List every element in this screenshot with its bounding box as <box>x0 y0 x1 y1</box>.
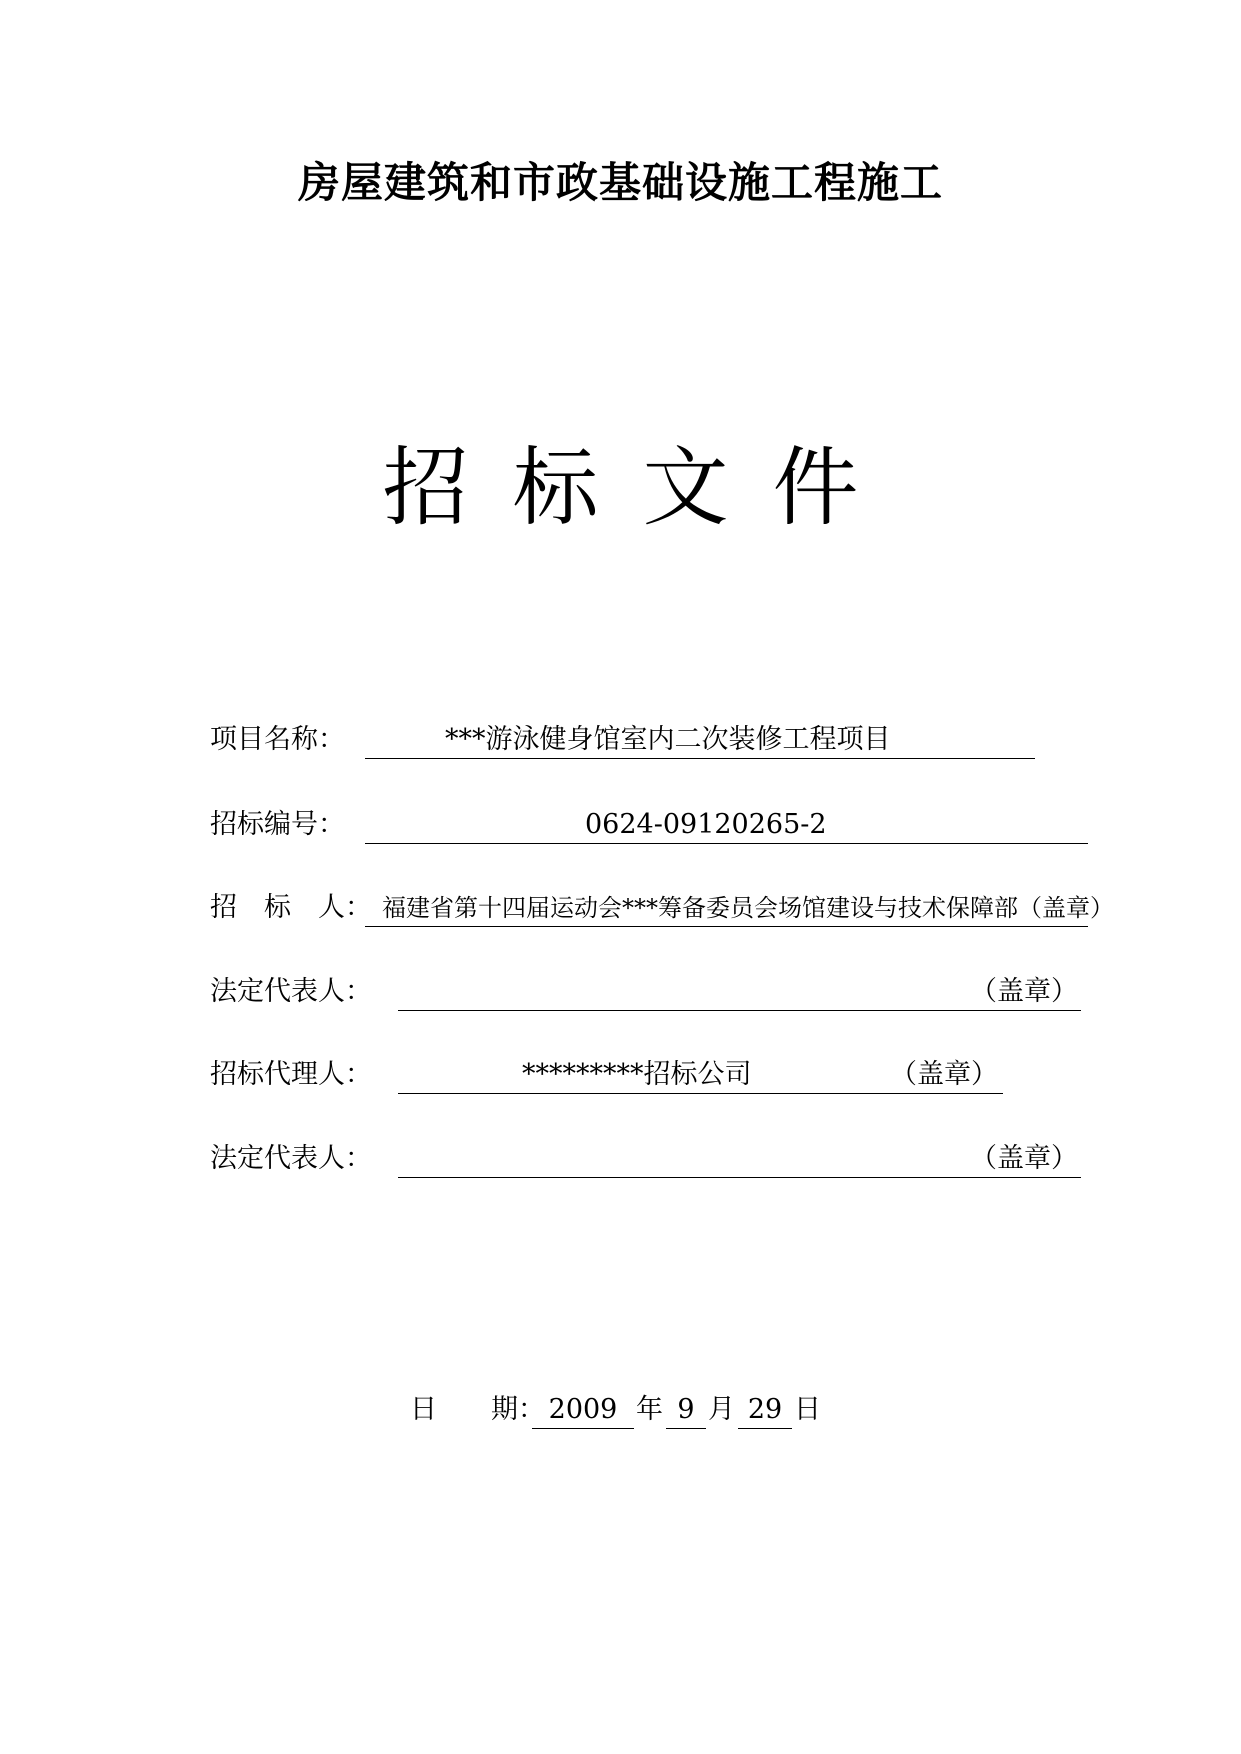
project-name-label: 项目名称： <box>210 724 345 755</box>
legal-rep-1-label: 法定代表人： <box>210 976 372 1007</box>
document-title: 招标文件 <box>382 438 903 538</box>
project-name-value: ***游泳健身馆室内二次装修工程项目 <box>445 724 891 755</box>
legal-rep-1-seal: （盖章） <box>970 976 1078 1007</box>
legal-rep-1-row <box>210 972 1090 1012</box>
bid-number-value: 0624-09120265-2 <box>585 809 827 840</box>
agent-seal: （盖章） <box>890 1059 998 1090</box>
date-row <box>410 1390 830 1430</box>
agent-label: 招标代理人： <box>210 1059 372 1090</box>
project-name-row <box>210 720 1040 760</box>
date-year-unit: 年 <box>636 1394 663 1425</box>
date-month-unit: 月 <box>708 1394 735 1425</box>
legal-rep-2-row <box>210 1139 1090 1179</box>
legal-rep-2-label: 法定代表人： <box>210 1143 372 1174</box>
document-subtitle: 房屋建筑和市政基础设施工程施工 <box>297 158 943 207</box>
date-day-unit: 日 <box>794 1394 821 1425</box>
date-day: 29 <box>738 1390 792 1429</box>
tenderer-value: 福建省第十四届运动会***筹备委员会场馆建设与技术保障部（盖章） <box>382 894 1114 922</box>
date-label: 日 期： <box>410 1394 545 1425</box>
tenderer-label: 招 标 人： <box>210 892 372 923</box>
bid-number-label: 招标编号： <box>210 809 345 840</box>
legal-rep-2-seal: （盖章） <box>970 1143 1078 1174</box>
tenderer-row <box>210 888 1114 928</box>
agent-row <box>210 1055 1090 1095</box>
date-month: 9 <box>666 1390 706 1429</box>
bid-number-row <box>210 805 1090 845</box>
agent-value: *********招标公司 <box>522 1059 752 1090</box>
date-year: 2009 <box>532 1390 634 1429</box>
